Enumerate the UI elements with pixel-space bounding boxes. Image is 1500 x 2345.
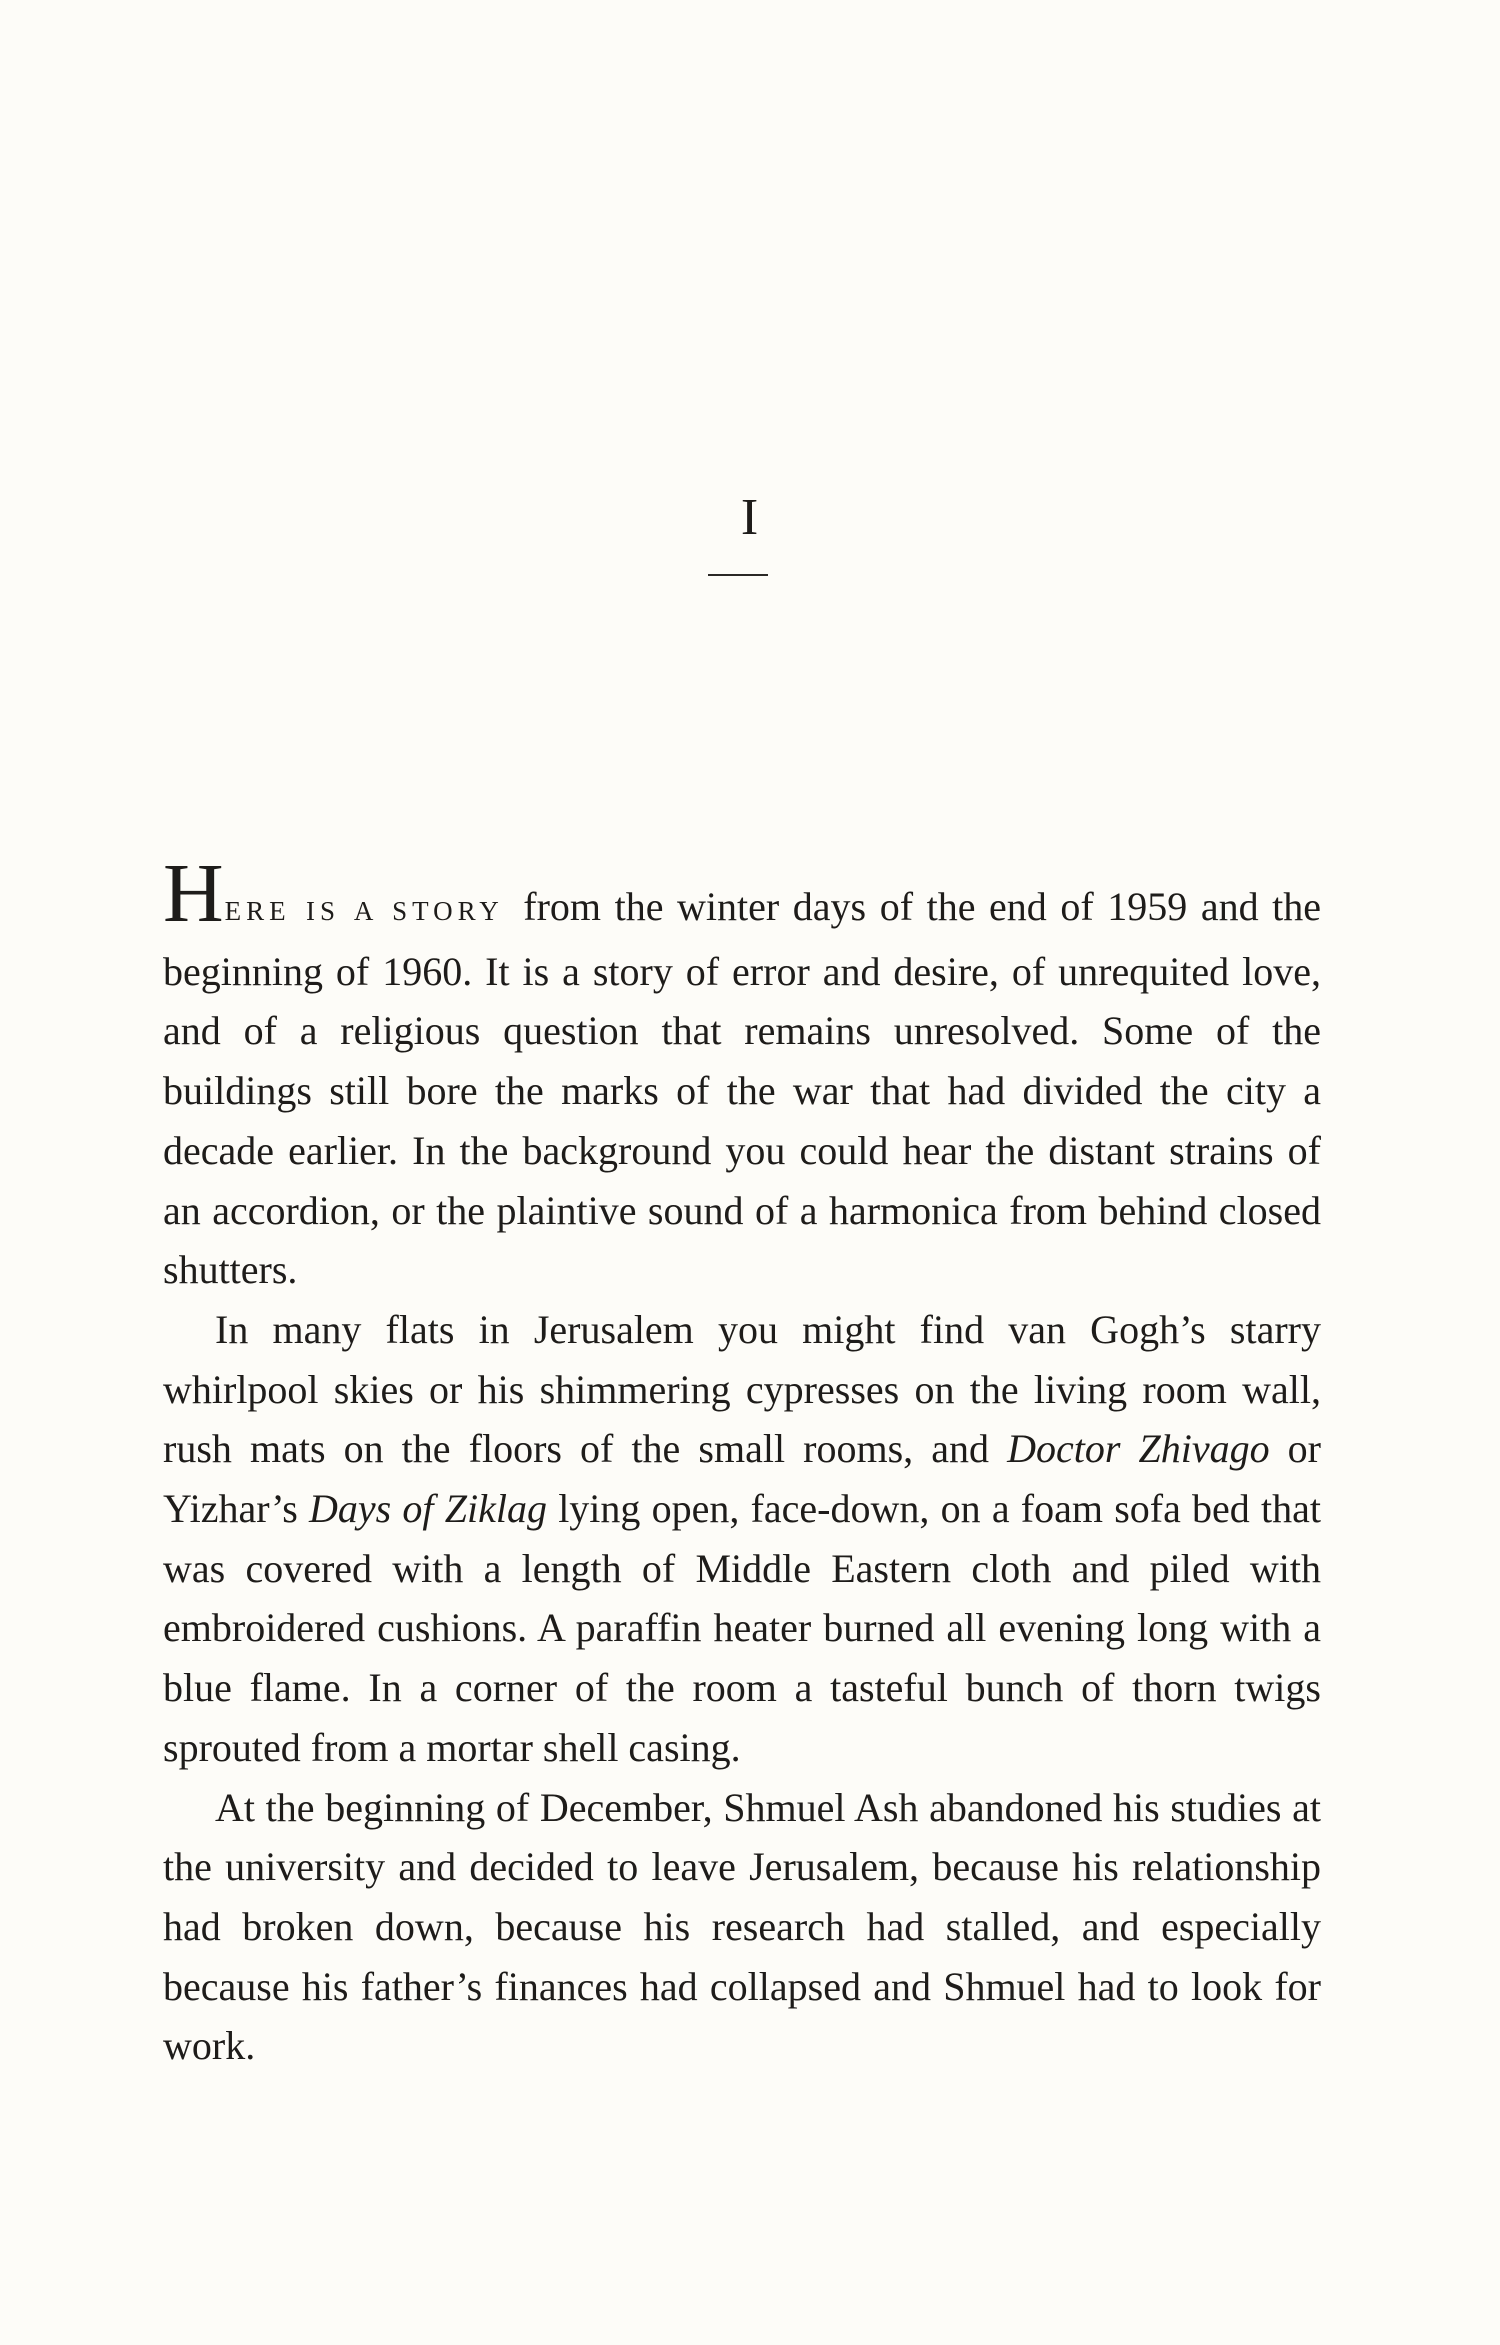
paragraph-1 [163,847,1322,1300]
paragraph-3 [163,1778,1321,2077]
chapter-number: I [740,489,760,546]
paragraph-3-text: At the beginning of December, Shmuel Ash abandoned his studies at the university and decided to leave Jerusalem, because his relationship had broken down, because his research had stalled, and especially because his father’s finances had collapsed and Shmuel had to look for work. [163,1784,1321,2069]
paragraph-2-text-c: lying open, face-down, on a foam sofa bed that was covered with a length of Middle Eastern cloth and piled with embroidered cushions. A paraffin heater burned all evening long with a blue flame. In a corner of the room a tasteful bunch of thorn twigs sprouted from a mortar shell casing. [163,1486,1321,1770]
paragraph-2-text-b: or Yizhar’s [163,1426,1321,1532]
book-title-doctor-zhivago: Doctor Zhivago [1007,1426,1270,1472]
body-text [163,847,1322,2076]
lead-in-small-caps: ERE IS A STORY [224,896,504,926]
paragraph-1-text: from the winter days of the end of 1959 and the beginning of 1960. It is a story of error and desire, of unrequited love, and of a religious question that remains unresolved. Some of the buildings still bore the marks of the war that had divided the city a decade earlier. In the background you could hear the distant strains of an accordion, or the plaintive sound of a harmonica from behind closed shutters. [163,884,1322,1293]
chapter-divider [708,574,768,576]
paragraph-2-text-a: In many flats in Jerusalem you might find van Gogh’s starry whirlpool skies or his shimmering cypresses on the living room wall, rush mats on the floors of the small rooms, and [163,1306,1321,1472]
paragraph-2 [163,1300,1321,1778]
drop-cap: H [163,847,224,940]
book-title-days-of-ziklag: Days of Ziklag [309,1486,547,1532]
